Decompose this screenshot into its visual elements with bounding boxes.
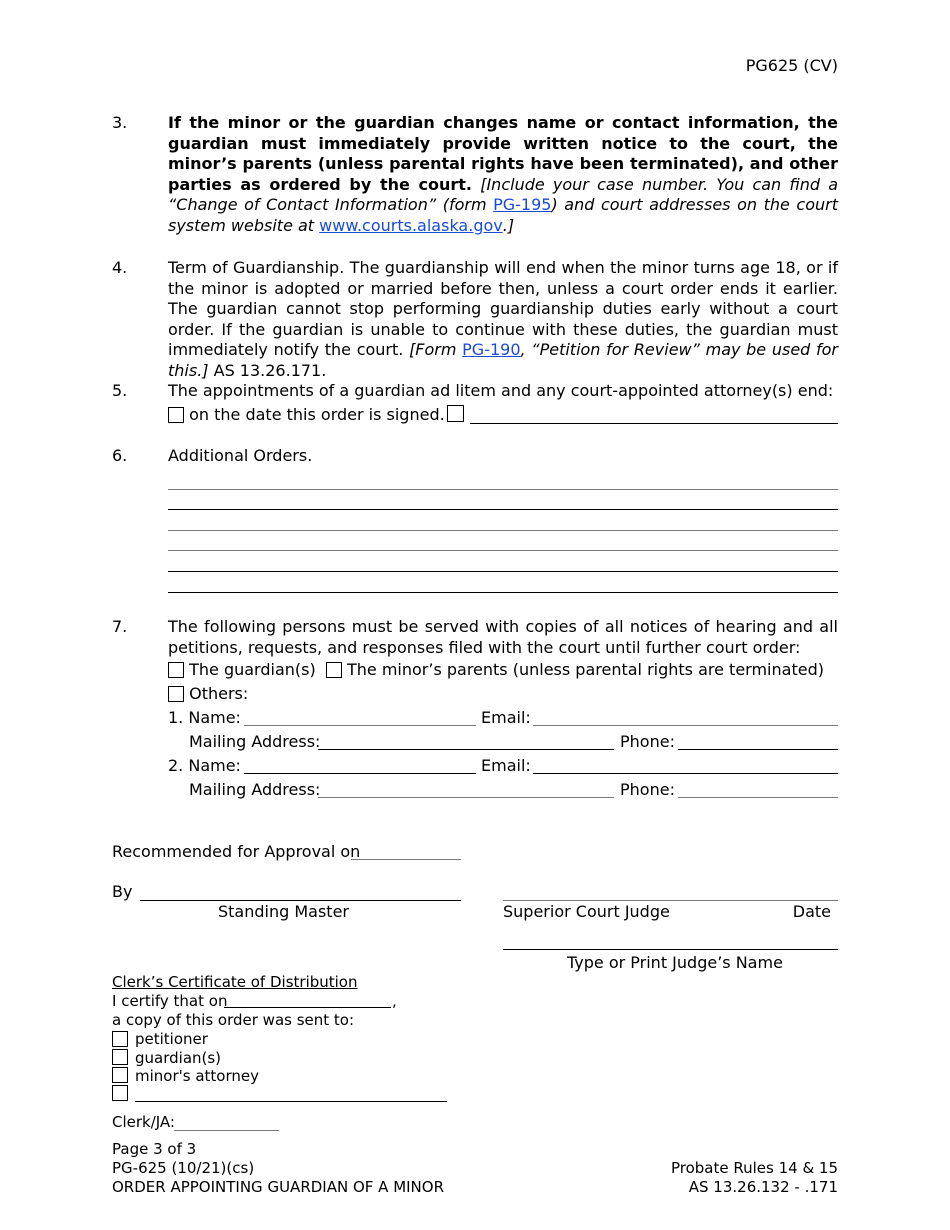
person-1-email-field[interactable] (533, 725, 838, 726)
footer-title: ORDER APPOINTING GUARDIAN OF A MINOR (112, 1178, 445, 1196)
form-code: PG625 (CV) (745, 56, 838, 75)
person-2-mailing-field[interactable] (318, 797, 614, 798)
item-4-italic-a: [Form (409, 340, 463, 359)
sent-to-label: a copy of this order was sent to: (112, 1011, 355, 1029)
person-1-name-label: 1. Name: (168, 708, 241, 727)
person-2-email-label: Email: (481, 756, 531, 775)
item-6-number: 6. (112, 446, 128, 465)
item-3-bold: If the minor or the guardian changes name or contact information, the guardian must immediately provide written notice to the court, the minor’s parents (unless parental rights have been terminated), and other parties as ordered by the court. (168, 113, 838, 194)
other-end-checkbox[interactable] (447, 405, 464, 422)
person-2-mailing-label: Mailing Address: (189, 780, 321, 799)
footer-form-id: PG-625 (10/21)(cs) (112, 1159, 255, 1177)
person-1-email-label: Email: (481, 708, 531, 727)
item-3-italic-b: ) and court addresses on the court system website at (168, 195, 838, 235)
standing-master-signature-line[interactable] (140, 900, 461, 901)
judge-name-label: Type or Print Judge’s Name (567, 953, 783, 972)
person-1-phone-field[interactable] (678, 749, 838, 750)
judge-name-line[interactable] (503, 949, 838, 950)
guardians-recipient-checkbox[interactable] (112, 1049, 128, 1065)
additional-orders-line[interactable] (168, 550, 838, 551)
footer-statute: AS 13.26.132 - .171 (688, 1178, 838, 1196)
parents-checkbox[interactable] (326, 662, 342, 678)
item-3-italic-a: [Include your case number. You can find a “Change of Contact Information” (form (168, 174, 839, 214)
footer-page: Page 3 of 3 (112, 1140, 197, 1158)
pg-190-link[interactable]: PG-190 (462, 340, 521, 359)
item-4-number: 4. (112, 258, 128, 277)
petitioner-label: petitioner (135, 1030, 208, 1048)
petitioner-checkbox[interactable] (112, 1031, 128, 1047)
judge-label: Superior Court Judge (503, 902, 670, 921)
clerk-ja-label: Clerk/JA: (112, 1113, 175, 1131)
judge-signature-line[interactable] (503, 900, 838, 901)
additional-orders-line[interactable] (168, 489, 838, 490)
person-2-phone-label: Phone: (620, 780, 675, 799)
item-5-text: The appointments of a guardian ad litem and any court-appointed attorney(s) end: (168, 381, 834, 400)
guardians-checkbox[interactable] (168, 662, 184, 678)
certify-comma: , (392, 992, 397, 1010)
guardians-recipient-label: guardian(s) (135, 1049, 222, 1067)
end-on-signing-checkbox[interactable] (168, 407, 184, 423)
other-recipient-field[interactable] (135, 1101, 447, 1102)
parents-label: The minor’s parents (unless parental rights are terminated) (346, 660, 824, 679)
additional-orders-line[interactable] (168, 571, 838, 572)
recommended-label: Recommended for Approval on (112, 842, 361, 861)
person-1-name-field[interactable] (244, 725, 476, 726)
by-label: By (112, 882, 133, 901)
person-2-name-field[interactable] (244, 773, 476, 774)
item-7-number: 7. (112, 617, 128, 636)
item-3-number: 3. (112, 113, 128, 132)
person-2-phone-field[interactable] (678, 797, 838, 798)
additional-orders-line[interactable] (168, 509, 838, 510)
other-end-line[interactable] (470, 423, 838, 424)
additional-orders-line[interactable] (168, 592, 838, 593)
item-4-main: Term of Guardianship. The guardianship will end when the minor turns age 18, or if the minor is adopted or married before then, unless a court order ends it earlier. The guardian cannot stop performing guardianship duties early without a court order. If the guardian is unable to continue with these duties, the guardian must immediately notify the court. (168, 258, 838, 359)
footer-rules: Probate Rules 14 & 15 (670, 1159, 838, 1177)
certify-label: I certify that on (112, 992, 228, 1010)
item-3-italic-c: .] (502, 215, 515, 235)
person-1-phone-label: Phone: (620, 732, 675, 751)
item-5-number: 5. (112, 381, 128, 400)
certify-date-field[interactable] (224, 1007, 391, 1008)
others-label: Others: (189, 684, 249, 703)
service-options-row (168, 660, 824, 681)
attorney-label: minor's attorney (135, 1067, 259, 1085)
others-checkbox[interactable] (168, 686, 184, 702)
other-recipient-checkbox[interactable] (112, 1085, 128, 1101)
person-1-mailing-label: Mailing Address: (189, 732, 321, 751)
recommended-date-field[interactable] (351, 859, 461, 860)
guardians-label: The guardian(s) (189, 660, 316, 679)
person-1-mailing-field[interactable] (318, 749, 614, 750)
clerk-heading: Clerk’s Certificate of Distribution (112, 973, 358, 991)
others-row (168, 684, 248, 705)
item-3-text (168, 113, 838, 236)
standing-master-label: Standing Master (218, 902, 349, 921)
end-on-signing-label: on the date this order is signed. (189, 405, 445, 424)
item-4-italic-b: , “Petition for Review” may be used for this.] (168, 340, 839, 380)
pg-195-link[interactable]: PG-195 (493, 195, 552, 214)
item-5-option-row (168, 405, 445, 426)
attorney-checkbox[interactable] (112, 1067, 128, 1083)
item-4-statute: AS 13.26.171. (208, 360, 327, 380)
courts-website-link[interactable]: www.courts.alaska.gov (319, 215, 503, 235)
item-6-text: Additional Orders. (168, 446, 313, 465)
additional-orders-line[interactable] (168, 530, 838, 531)
date-label: Date (792, 902, 831, 921)
item-7-text: The following persons must be served with copies of all notices of hearing and all petitions, requests, and responses filed with the court until further court order: (168, 617, 838, 657)
person-2-name-label: 2. Name: (168, 756, 241, 775)
person-2-email-field[interactable] (533, 773, 838, 774)
clerk-ja-field[interactable] (174, 1130, 279, 1131)
item-4-text (168, 258, 838, 381)
